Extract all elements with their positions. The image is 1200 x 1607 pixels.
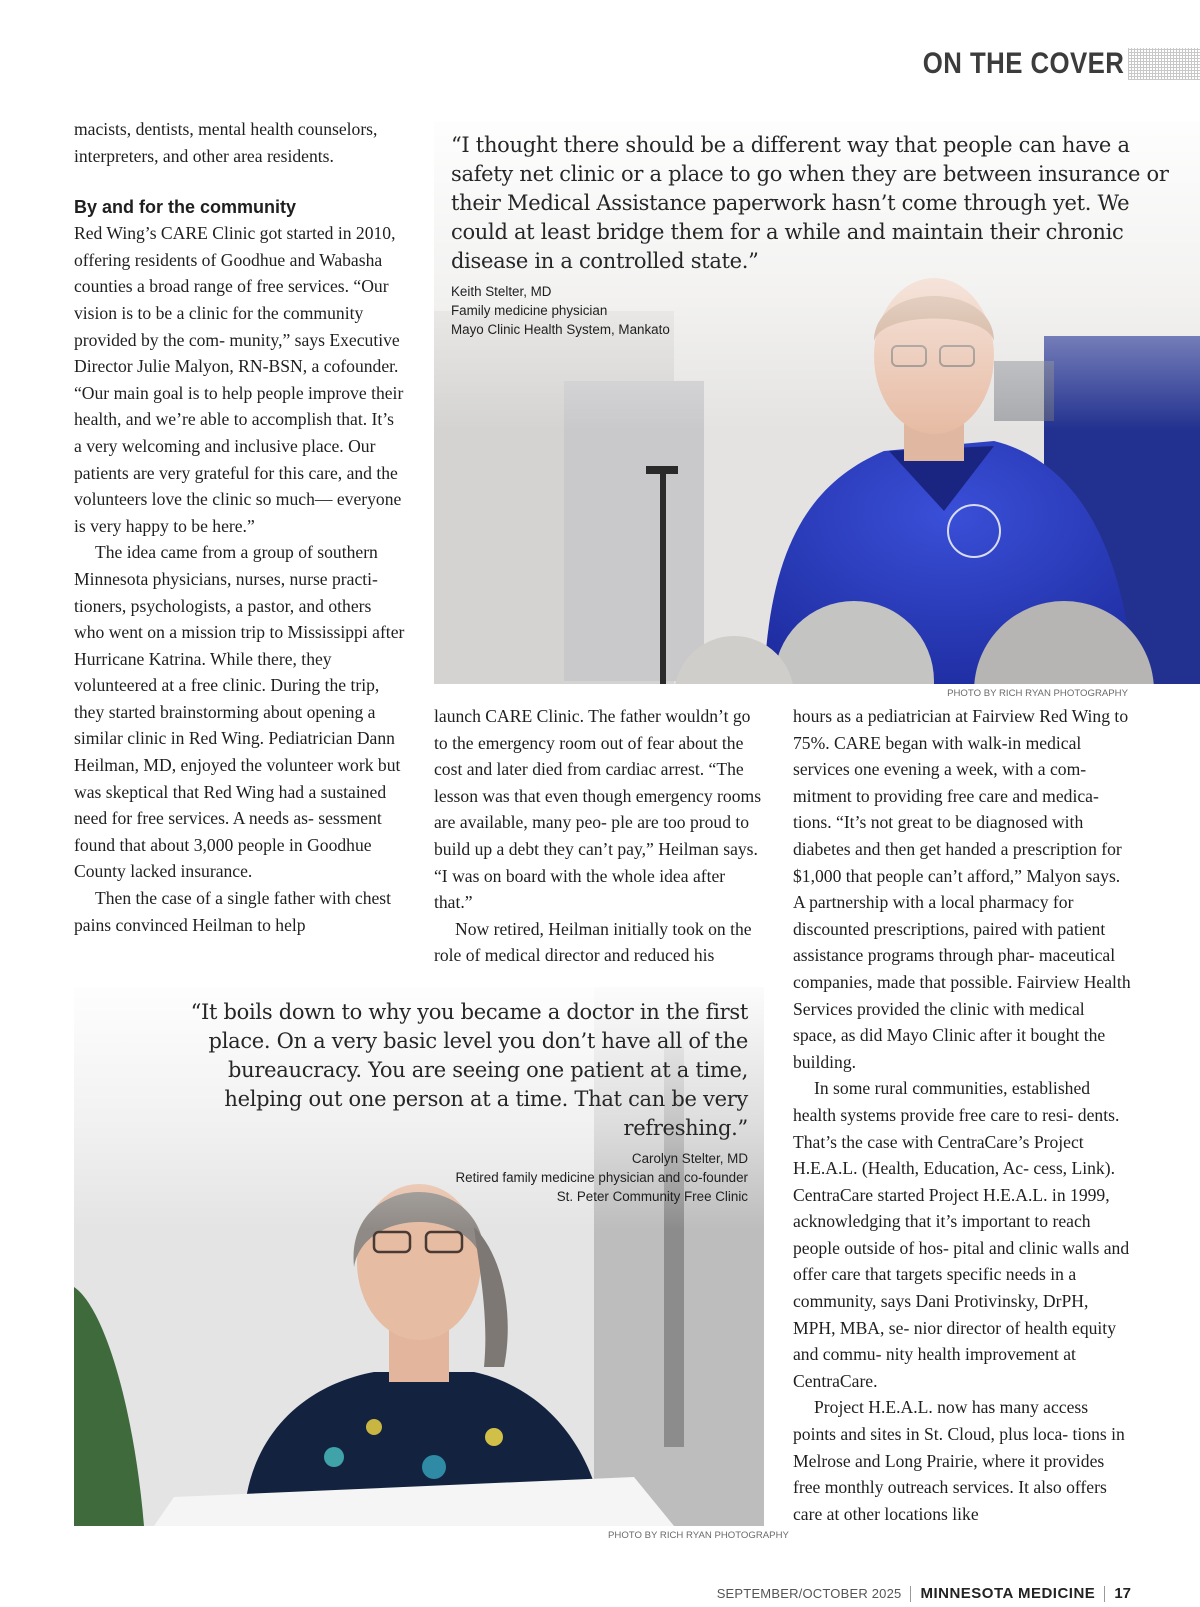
article-column-1	[74, 116, 406, 938]
section-header	[890, 44, 1200, 84]
column1-paragraph-2: Red Wing’s CARE Clinic got started in 2010, offering residents of Goodhue and Wabasha counties a broad range of free services. “Our vision is to be a clinic for the community provided by the com- munity,” says Executive Director Julie Malyon, RN-BSN, a cofounder. “Our main goal is to help people improve their health, and we’re able to accomplish that. It’s a very welcoming and inclusive place. Our patients are very grateful for this care, and the volunteers love the clinic so much— everyone is very happy to be here.”	[74, 223, 404, 536]
folio-divider	[910, 1586, 911, 1602]
article-column-3	[793, 703, 1131, 1527]
column2-paragraph-2: Now retired, Heilman initially took on the role of medical director and reduced his	[434, 918, 752, 966]
pull-quote-1-name: Keith Stelter, MD	[451, 284, 552, 299]
column3-paragraph-3: Project H.E.A.L. now has many access points and sites in St. Cloud, plus loca- tions in Melrose and Long Prairie, where it provides free monthly outreach services. It also offers care at other locations like	[793, 1397, 1125, 1524]
pull-quote-2-title: Retired family medicine physician and co-founder	[455, 1170, 748, 1185]
pull-quote-1-title: Family medicine physician	[451, 303, 608, 318]
page-number: 17	[1114, 1585, 1131, 1602]
pull-quote-2-credit	[150, 1149, 748, 1206]
subhead-community: By and for the community	[74, 197, 297, 218]
column1-paragraph-1: macists, dentists, mental health counselors, interpreters, and other area residents.	[74, 119, 378, 166]
column1-paragraph-3: The idea came from a group of southern Minnesota physicians, nurses, nurse practi- tioners, psychologists, a pastor, and others who went on a mission trip to Mississippi after Hurricane Katrina. While there, they volunteered at a free clinic. During the trip, they started brainstorming about opening a similar clinic in Red Wing. Pediatrician Dann Heilman, MD, enjoyed the volunteer work but was skeptical that Red Wing had a sustained need for free services. A needs as- sessment found that about 3,000 people in Goodhue County lacked insurance.	[74, 542, 405, 882]
photo-1-credit: PHOTO BY RICH RYAN PHOTOGRAPHY	[947, 688, 1128, 699]
column3-paragraph-2: In some rural communities, established health systems provide free care to resi- dents. That’s the case with CentraCare’s Project H.E.A.L. (Health, Education, Ac- cess, Link). CentraCare started Project H.E.A.L. in 1999, acknowledging that it’s important to reach people outside of hos- pital and clinic walls and offer care that targets specific needs in a community, says Dani Protivinsky, DrPH, MPH, MBA, se- nior director of health equity and commu- nity health improvement at CentraCare.	[793, 1078, 1130, 1391]
column1-paragraph-4: Then the case of a single father with chest pains convinced Heilman to help	[74, 888, 392, 935]
issue-date: SEPTEMBER/OCTOBER 2025	[716, 1586, 902, 1601]
publication-name: MINNESOTA MEDICINE	[920, 1585, 1096, 1602]
pull-quote-1-text: “I thought there should be a different way that people can have a safety net clinic or a place to go when they are between insurance or their Medical Assistance paperwork hasn’t come through yet. We could at least bridge them for a while and maintain their chronic disease in a controlled state.”	[451, 133, 1169, 273]
pull-quote-1-org: Mayo Clinic Health System, Mankato	[451, 322, 670, 337]
article-column-2	[434, 703, 762, 969]
column2-paragraph-1: launch CARE Clinic. The father wouldn’t go to the emergency room out of fear about the cost and later died from cardiac arrest. “The lesson was that even though emergency rooms are available, many peo- ple are too proud to build up a debt they can’t pay,” Heilman says. “I was on board with the whole idea after that.”	[434, 706, 762, 913]
pull-quote-2-org: St. Peter Community Free Clinic	[556, 1189, 748, 1204]
pull-quote-2-name: Carolyn Stelter, MD	[631, 1151, 748, 1166]
section-title: ON THE COVER	[922, 47, 1124, 80]
pull-quote-keith-stelter	[451, 131, 1181, 339]
folio-divider	[1104, 1586, 1105, 1602]
photo-2-credit: PHOTO BY RICH RYAN PHOTOGRAPHY	[608, 1530, 789, 1541]
pull-quote-2-text: “It boils down to why you became a doctor in the first place. On a very basic level you don’t have all of the bureaucracy. You are seeing one patient at a time, helping out one person at a time. That can be very refreshing.”	[190, 1000, 748, 1140]
page-folio	[717, 1585, 1131, 1602]
pull-quote-carolyn-stelter	[150, 998, 748, 1206]
section-hatch-decoration	[1128, 48, 1200, 80]
column3-paragraph-1: hours as a pediatrician at Fairview Red Wing to 75%. CARE began with walk-in medical services one evening a week, with a com- mitment to providing free care and medica- tions. “It’s not great to be diagnosed with diabetes and then get handed a prescription for $1,000 that people can’t afford,” Malyon says. A partnership with a local pharmacy for discounted prescriptions, paired with patient assistance programs through phar- maceutical companies, made that possible. Fairview Health Services provided the clinic with medical space, as did Mayo Clinic after it bought the building.	[793, 706, 1131, 1072]
pull-quote-1-credit	[451, 282, 1181, 339]
